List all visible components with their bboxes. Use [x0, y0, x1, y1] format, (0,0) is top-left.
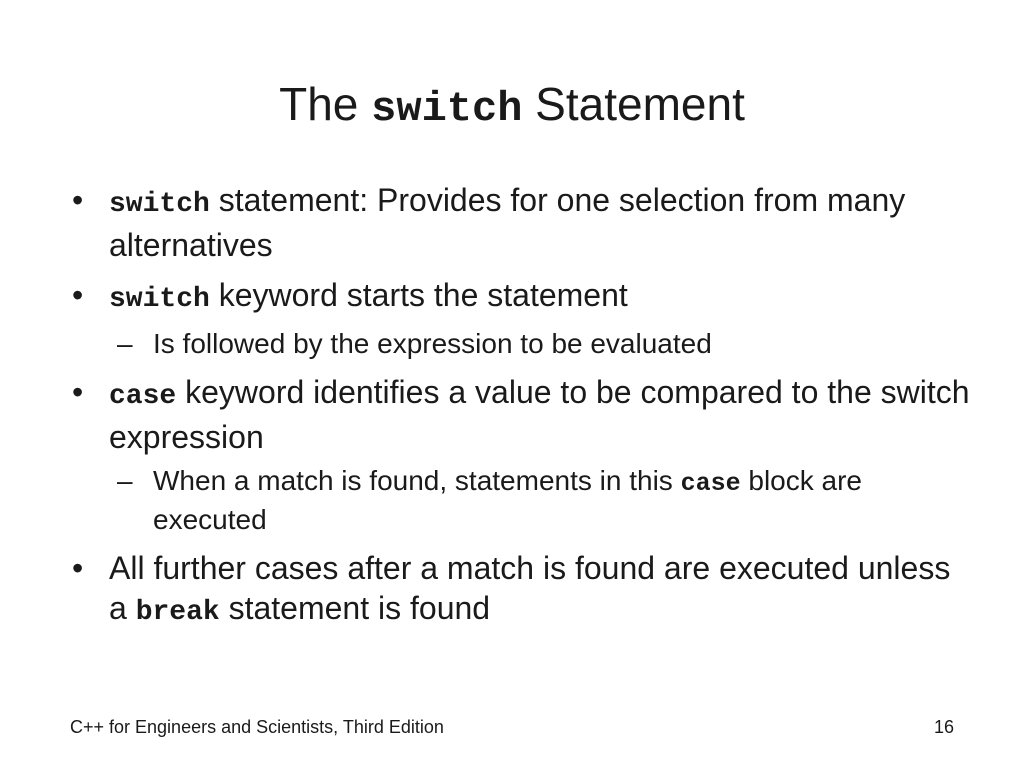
sub-bullet-item	[70, 463, 970, 538]
code-keyword: case	[680, 469, 741, 498]
bullet-dot-icon: •	[72, 182, 84, 218]
sub-bullet-text-pre: When a match is found, statements in this	[153, 465, 681, 496]
bullet-dot-icon: •	[72, 374, 84, 410]
bullet-item	[70, 372, 970, 457]
bullet-item	[70, 275, 970, 320]
sub-bullet-text: Is followed by the expression to be evaluated	[153, 328, 712, 359]
code-keyword: break	[135, 597, 220, 628]
sub-bullet-dash-icon: –	[117, 465, 133, 496]
slide-title	[0, 76, 1024, 137]
bullet-text-pre: All further cases after a match is found are executed unless a	[109, 550, 951, 626]
sub-bullet-item	[70, 326, 970, 362]
footer-page-number: 16	[933, 717, 954, 737]
footer-book-title: C++ for Engineers and Scientists, Third Edition	[70, 717, 444, 737]
sub-bullet-text-post: block are executed	[153, 465, 863, 535]
bullet-text: keyword identifies a value to be compared to the switch expression	[109, 374, 970, 455]
bullet-text: keyword starts the statement	[209, 277, 628, 313]
code-keyword: case	[109, 381, 177, 412]
title-text-post: Statement	[522, 78, 745, 130]
bullet-text: statement: Provides for one selection from many alternatives	[109, 182, 906, 263]
title-code-keyword: switch	[371, 85, 523, 133]
bullet-item	[70, 548, 970, 633]
bullet-dot-icon: •	[72, 550, 84, 586]
sub-bullet-dash-icon: –	[117, 328, 133, 359]
code-keyword: switch	[109, 189, 210, 220]
title-text-pre: The	[279, 78, 372, 130]
bullet-text-post: statement is found	[219, 590, 491, 626]
bullet-list	[70, 180, 970, 643]
bullet-dot-icon: •	[72, 277, 84, 313]
code-keyword: switch	[109, 284, 210, 315]
bullet-item	[70, 180, 970, 265]
